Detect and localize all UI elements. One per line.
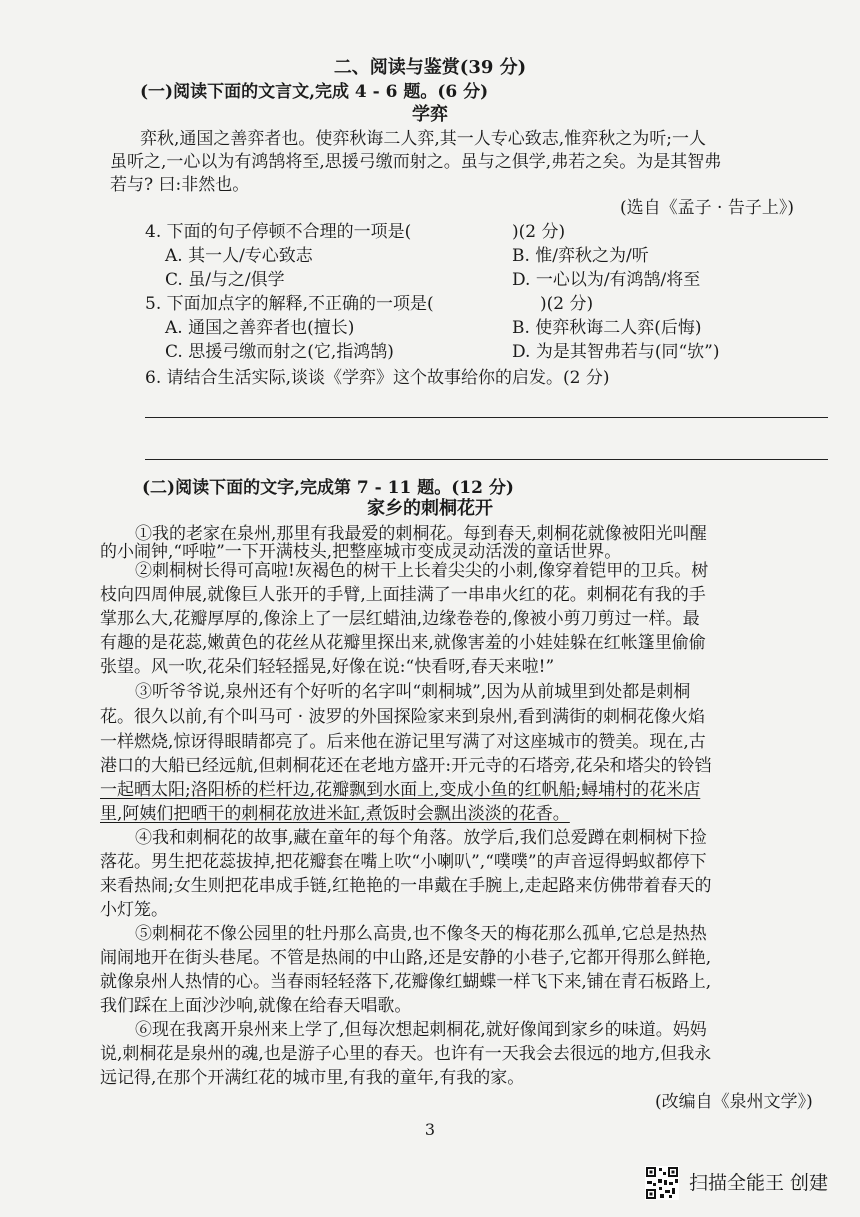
passage-line: 港口的大船已经远航,但刺桐花还在老地方盛开:开元寺的石塔旁,花朵和塔尖的铃铛 xyxy=(100,756,712,776)
passage-line: ④我和刺桐花的故事,藏在童年的每个角落。放学后,我们总爱蹲在刺桐树下捡 xyxy=(135,828,707,848)
part1-instruction: (一)阅读下面的文言文,完成 4 - 6 题。(6 分) xyxy=(140,82,489,102)
q4-score: )(2 分) xyxy=(512,222,566,242)
passage-source: (改编自《泉州文学》) xyxy=(655,1092,813,1112)
passage-line: 的小闹钟,“呼啦”一下开满枝头,把整座城市变成灵动活泼的童话世界。 xyxy=(100,542,622,562)
q4-option-b: B. 惟/弈秋之为/听 xyxy=(512,246,649,266)
part2-instruction: (二)阅读下面的文字,完成第 7 - 11 题。(12 分) xyxy=(142,478,514,498)
q4-option-d: D. 一心以为/有鸿鹄/将至 xyxy=(512,270,701,290)
passage-line: 掌那么大,花瓣厚厚的,像涂上了一层红蜡油,边缘卷卷的,像被小剪刀剪过一样。最 xyxy=(100,609,700,629)
q5-option-d: D. 为是其智弗若与(同“欤”) xyxy=(512,342,720,362)
answer-line-2 xyxy=(145,459,828,460)
q5-score: )(2 分) xyxy=(540,294,594,314)
part1-title: 学弈 xyxy=(412,104,448,125)
passage-line: 来看热闹;女生则把花串成手链,红艳艳的一串戴在手腕上,走起路来仿佛带着春天的 xyxy=(100,876,712,896)
passage-line: ⑥现在我离开泉州来上学了,但每次想起刺桐花,就好像闻到家乡的味道。妈妈 xyxy=(135,1020,707,1040)
part2-title: 家乡的刺桐花开 xyxy=(367,498,493,519)
passage-line: 有趣的是花蕊,嫩黄色的花丝从花瓣里探出来,就像害羞的小娃娃躲在红帐篷里偷偷 xyxy=(100,633,706,653)
q5-option-a: A. 通国之善弈者也(擅长) xyxy=(165,318,355,338)
passage-line: 我们踩在上面沙沙响,就像在给春天唱歌。 xyxy=(100,996,412,1016)
passage-line: 落花。男生把花蕊拔掉,把花瓣套在嘴上吹“小喇叭”,“噗噗”的声音逗得蚂蚁都停下 xyxy=(100,852,707,872)
passage-line: ①我的老家在泉州,那里有我最爱的刺桐花。每到春天,刺桐花就像被阳光叫醒 xyxy=(135,524,707,544)
passage-line-underlined: 里,阿姨们把晒干的刺桐花放进米缸,煮饭时会飘出淡淡的花香。 xyxy=(100,804,570,824)
passage-line: 闹闹地开在街头巷尾。不管是热闹的中山路,还是安静的小巷子,它都开得那么鲜艳, xyxy=(100,948,712,968)
q4-stem: 4. 下面的句子停顿不合理的一项是( xyxy=(145,222,412,242)
qr-code-icon xyxy=(645,1166,679,1200)
q5-option-c: C. 思援弓缴而射之(它,指鸿鹄) xyxy=(165,342,394,362)
passage-line: 就像泉州人热情的心。当春雨轻轻落下,花瓣像红蝴蝶一样飞下来,铺在青石板路上, xyxy=(100,972,712,992)
classical-text-line-1: 弈秋,通国之善弈者也。使弈秋诲二人弈,其一人专心致志,惟弈秋之为听;一人 xyxy=(140,129,706,149)
passage-line-underlined: 一起晒太阳;洛阳桥的栏杆边,花瓣飘到水面上,变成小鱼的红帆船;蟳埔村的花米店 xyxy=(100,780,701,800)
classical-source: (选自《孟子 · 告子上》) xyxy=(620,198,794,218)
passage-line: 枝向四周伸展,就像巨人张开的手臂,上面挂满了一串串火红的花。刺桐花有我的手 xyxy=(100,585,706,605)
page-number: 3 xyxy=(424,1120,436,1139)
passage-line: 张望。风一吹,花朵们轻轻摇晃,好像在说:“快看呀,春天来啦!” xyxy=(100,657,555,677)
q4-option-c: C. 虽/与之/俱学 xyxy=(165,270,285,290)
passage-line: 一样燃烧,惊讶得眼睛都亮了。后来他在游记里写满了对这座城市的赞美。现在,古 xyxy=(100,732,706,752)
passage-line: 花。很久以前,有个叫马可 · 波罗的外国探险家来到泉州,看到满街的刺桐花像火焰 xyxy=(100,707,706,727)
q4-option-a: A. 其一人/专心致志 xyxy=(165,246,313,266)
scanner-watermark xyxy=(645,1166,845,1202)
passage-line: 说,刺桐花是泉州的魂,也是游子心里的春天。也许有一天我会去很远的地方,但我永 xyxy=(100,1044,712,1064)
classical-text-line-3: 若与? 曰:非然也。 xyxy=(110,175,250,195)
passage-line: 远记得,在那个开满红花的城市里,有我的童年,有我的家。 xyxy=(100,1068,525,1088)
q6-stem: 6. 请结合生活实际,谈谈《学弈》这个故事给你的启发。(2 分) xyxy=(145,368,610,388)
passage-line: ⑤刺桐花不像公园里的牡丹那么高贵,也不像冬天的梅花那么孤单,它总是热热 xyxy=(135,924,707,944)
passage-line: 小灯笼。 xyxy=(100,900,168,920)
passage-line: ②刺桐树长得可高啦!灰褐色的树干上长着尖尖的小刺,像穿着铠甲的卫兵。树 xyxy=(135,561,709,581)
section-header: 二、阅读与鉴赏(39 分) xyxy=(333,57,527,78)
answer-line-1 xyxy=(145,417,828,418)
passage-line: ③听爷爷说,泉州还有个好听的名字叫“刺桐城”,因为从前城里到处都是刺桐 xyxy=(135,682,691,702)
q5-option-b: B. 使弈秋诲二人弈(后悔) xyxy=(512,318,702,338)
classical-text-line-2: 虽听之,一心以为有鸿鹄将至,思援弓缴而射之。虽与之俱学,弗若之矣。为是其智弗 xyxy=(110,152,722,172)
q5-stem: 5. 下面加点字的解释,不正确的一项是( xyxy=(145,294,434,314)
watermark-text: 扫描全能王 创建 xyxy=(689,1172,829,1194)
